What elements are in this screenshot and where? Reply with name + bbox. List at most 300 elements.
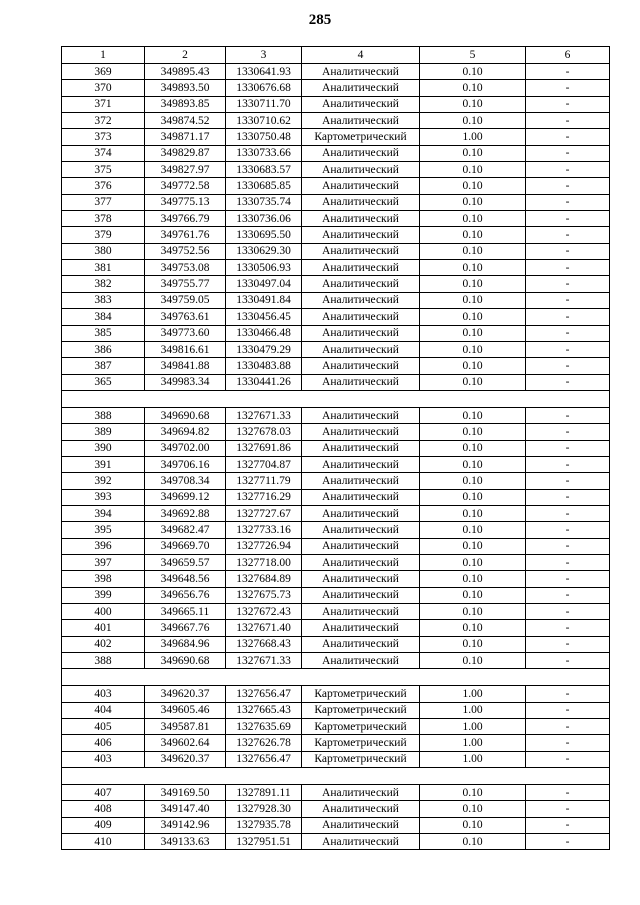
table-cell: Аналитический bbox=[302, 113, 420, 129]
table-cell: 399 bbox=[62, 587, 145, 603]
table-cell: 0.10 bbox=[420, 276, 526, 292]
coordinates-table bbox=[61, 46, 610, 850]
table-cell: 0.10 bbox=[420, 440, 526, 456]
table-row bbox=[62, 309, 610, 325]
table-row bbox=[62, 80, 610, 96]
table-cell: 349659.57 bbox=[145, 554, 226, 570]
table-cell: Аналитический bbox=[302, 587, 420, 603]
table-cell: 388 bbox=[62, 407, 145, 423]
table-cell: 0.10 bbox=[420, 227, 526, 243]
table-cell: - bbox=[526, 604, 610, 620]
table-cell: 0.10 bbox=[420, 587, 526, 603]
table-row bbox=[62, 325, 610, 341]
table-row bbox=[62, 243, 610, 259]
table-cell: 1330733.66 bbox=[226, 145, 302, 161]
table-cell: 349699.12 bbox=[145, 489, 226, 505]
table-cell: 0.10 bbox=[420, 604, 526, 620]
table-cell: 408 bbox=[62, 801, 145, 817]
table-cell: - bbox=[526, 80, 610, 96]
table-cell: 349665.11 bbox=[145, 604, 226, 620]
table-cell: 0.10 bbox=[420, 554, 526, 570]
table-cell: 0.10 bbox=[420, 817, 526, 833]
table-cell: Аналитический bbox=[302, 440, 420, 456]
table-cell: 349766.79 bbox=[145, 211, 226, 227]
table-cell: 1327691.86 bbox=[226, 440, 302, 456]
table-cell: 1330466.48 bbox=[226, 325, 302, 341]
table-cell: 1330441.26 bbox=[226, 374, 302, 390]
table-cell: 1327704.87 bbox=[226, 456, 302, 472]
table-cell: 1.00 bbox=[420, 702, 526, 718]
table-cell: Аналитический bbox=[302, 227, 420, 243]
table-cell: - bbox=[526, 636, 610, 652]
table-cell: - bbox=[526, 456, 610, 472]
table-row bbox=[62, 538, 610, 554]
table-cell: Аналитический bbox=[302, 801, 420, 817]
table-cell: Картометрический bbox=[302, 702, 420, 718]
table-cell: - bbox=[526, 358, 610, 374]
table-cell: - bbox=[526, 227, 610, 243]
table-cell: 381 bbox=[62, 260, 145, 276]
table-body bbox=[62, 64, 610, 850]
table-cell: 349829.87 bbox=[145, 145, 226, 161]
table-cell: Аналитический bbox=[302, 604, 420, 620]
table-cell: 1327671.33 bbox=[226, 407, 302, 423]
separator-row bbox=[62, 390, 610, 407]
table-cell: 1330483.88 bbox=[226, 358, 302, 374]
table-cell: 349169.50 bbox=[145, 785, 226, 801]
table-cell: 1327684.89 bbox=[226, 571, 302, 587]
table-cell: - bbox=[526, 522, 610, 538]
table-cell: 1330685.85 bbox=[226, 178, 302, 194]
table-row bbox=[62, 211, 610, 227]
table-cell: Аналитический bbox=[302, 489, 420, 505]
table-cell: Аналитический bbox=[302, 309, 420, 325]
table-cell: 349684.96 bbox=[145, 636, 226, 652]
table-row bbox=[62, 113, 610, 129]
table-cell: 396 bbox=[62, 538, 145, 554]
table-row bbox=[62, 374, 610, 390]
table-cell: - bbox=[526, 571, 610, 587]
table-row bbox=[62, 489, 610, 505]
table-cell: 0.10 bbox=[420, 325, 526, 341]
table-cell: 0.10 bbox=[420, 243, 526, 259]
table-row bbox=[62, 604, 610, 620]
table-cell: 382 bbox=[62, 276, 145, 292]
table-cell: 0.10 bbox=[420, 96, 526, 112]
table-cell: - bbox=[526, 554, 610, 570]
table-cell: 0.10 bbox=[420, 473, 526, 489]
table-row bbox=[62, 162, 610, 178]
table-cell: Аналитический bbox=[302, 522, 420, 538]
table-cell: 1327635.69 bbox=[226, 719, 302, 735]
table-cell: 393 bbox=[62, 489, 145, 505]
table-row bbox=[62, 260, 610, 276]
table-cell: Аналитический bbox=[302, 276, 420, 292]
table-cell: - bbox=[526, 162, 610, 178]
table-cell: 1330695.50 bbox=[226, 227, 302, 243]
table-row bbox=[62, 473, 610, 489]
table-cell: 349772.58 bbox=[145, 178, 226, 194]
table-row bbox=[62, 64, 610, 80]
table-row bbox=[62, 145, 610, 161]
table-cell: 349690.68 bbox=[145, 407, 226, 423]
table-cell: 1327668.43 bbox=[226, 636, 302, 652]
table-cell: 0.10 bbox=[420, 341, 526, 357]
table-cell: 349759.05 bbox=[145, 292, 226, 308]
table-cell: - bbox=[526, 653, 610, 669]
table-cell: 1330479.29 bbox=[226, 341, 302, 357]
table-cell: 379 bbox=[62, 227, 145, 243]
table-cell: 1330506.93 bbox=[226, 260, 302, 276]
table-row bbox=[62, 785, 610, 801]
table-cell: 1330641.93 bbox=[226, 64, 302, 80]
table-cell: - bbox=[526, 211, 610, 227]
table-row bbox=[62, 194, 610, 210]
table-cell: 349694.82 bbox=[145, 424, 226, 440]
table-cell: 1330683.57 bbox=[226, 162, 302, 178]
table-cell: - bbox=[526, 407, 610, 423]
table-cell: 369 bbox=[62, 64, 145, 80]
table-cell: 1327656.47 bbox=[226, 686, 302, 702]
table-cell: 0.10 bbox=[420, 374, 526, 390]
table-cell: 392 bbox=[62, 473, 145, 489]
table-cell: 349648.56 bbox=[145, 571, 226, 587]
table-cell: 1330676.68 bbox=[226, 80, 302, 96]
table-row bbox=[62, 424, 610, 440]
table-cell: 374 bbox=[62, 145, 145, 161]
table-cell: Аналитический bbox=[302, 292, 420, 308]
table-cell: - bbox=[526, 243, 610, 259]
table-cell: 1327733.16 bbox=[226, 522, 302, 538]
table-row bbox=[62, 751, 610, 767]
table-cell: 349874.52 bbox=[145, 113, 226, 129]
table-cell: - bbox=[526, 587, 610, 603]
table-cell: 0.10 bbox=[420, 522, 526, 538]
table-cell: 349816.61 bbox=[145, 341, 226, 357]
table-cell: 1330711.70 bbox=[226, 96, 302, 112]
table-cell: 349763.61 bbox=[145, 309, 226, 325]
table-cell: Аналитический bbox=[302, 817, 420, 833]
table-row bbox=[62, 620, 610, 636]
separator-cell bbox=[62, 390, 610, 407]
table-cell: Аналитический bbox=[302, 785, 420, 801]
table-cell: 404 bbox=[62, 702, 145, 718]
table-cell: 349605.46 bbox=[145, 702, 226, 718]
table-cell: 370 bbox=[62, 80, 145, 96]
table-cell: 1327678.03 bbox=[226, 424, 302, 440]
table-cell: 1327951.51 bbox=[226, 834, 302, 850]
table-cell: 349587.81 bbox=[145, 719, 226, 735]
table-cell: 0.10 bbox=[420, 636, 526, 652]
table-cell: 349147.40 bbox=[145, 801, 226, 817]
table-cell: 1327726.94 bbox=[226, 538, 302, 554]
table-row bbox=[62, 276, 610, 292]
table-cell: 1330497.04 bbox=[226, 276, 302, 292]
table-cell: 0.10 bbox=[420, 194, 526, 210]
table-cell: 349690.68 bbox=[145, 653, 226, 669]
table-cell: Аналитический bbox=[302, 64, 420, 80]
table-row bbox=[62, 735, 610, 751]
table-cell: Аналитический bbox=[302, 162, 420, 178]
table-cell: - bbox=[526, 702, 610, 718]
table-cell: 0.10 bbox=[420, 309, 526, 325]
table-cell: Аналитический bbox=[302, 358, 420, 374]
table-row bbox=[62, 456, 610, 472]
table-row bbox=[62, 817, 610, 833]
header-cell: 3 bbox=[226, 47, 302, 64]
table-cell: - bbox=[526, 686, 610, 702]
table-row bbox=[62, 440, 610, 456]
table-cell: 383 bbox=[62, 292, 145, 308]
table-cell: 1327935.78 bbox=[226, 817, 302, 833]
separator-cell bbox=[62, 768, 610, 785]
table-cell: Аналитический bbox=[302, 620, 420, 636]
table-cell: 0.10 bbox=[420, 162, 526, 178]
table-cell: 1330629.30 bbox=[226, 243, 302, 259]
table-cell: Аналитический bbox=[302, 260, 420, 276]
table-cell: Аналитический bbox=[302, 636, 420, 652]
table-cell: 349773.60 bbox=[145, 325, 226, 341]
table-cell: 1330710.62 bbox=[226, 113, 302, 129]
table-cell: - bbox=[526, 276, 610, 292]
table-cell: 1327671.33 bbox=[226, 653, 302, 669]
table-cell: 1330456.45 bbox=[226, 309, 302, 325]
table-cell: Аналитический bbox=[302, 473, 420, 489]
table-cell: 1.00 bbox=[420, 719, 526, 735]
table-cell: 0.10 bbox=[420, 538, 526, 554]
table-cell: 403 bbox=[62, 751, 145, 767]
table-cell: 349692.88 bbox=[145, 505, 226, 521]
table-cell: Картометрический bbox=[302, 686, 420, 702]
table-cell: 349656.76 bbox=[145, 587, 226, 603]
table-cell: 378 bbox=[62, 211, 145, 227]
table-cell: 349753.08 bbox=[145, 260, 226, 276]
table-cell: - bbox=[526, 834, 610, 850]
table-row bbox=[62, 702, 610, 718]
table-cell: 380 bbox=[62, 243, 145, 259]
table-row bbox=[62, 554, 610, 570]
table-cell: Аналитический bbox=[302, 834, 420, 850]
table-cell: 400 bbox=[62, 604, 145, 620]
table-cell: Аналитический bbox=[302, 145, 420, 161]
table-cell: 409 bbox=[62, 817, 145, 833]
table-cell: 349893.50 bbox=[145, 80, 226, 96]
table-cell: Аналитический bbox=[302, 178, 420, 194]
table-cell: 0.10 bbox=[420, 653, 526, 669]
table-cell: Аналитический bbox=[302, 538, 420, 554]
table-cell: 1327718.00 bbox=[226, 554, 302, 570]
table-cell: 349761.76 bbox=[145, 227, 226, 243]
table-row bbox=[62, 227, 610, 243]
table-cell: 0.10 bbox=[420, 145, 526, 161]
table-cell: 0.10 bbox=[420, 64, 526, 80]
table-cell: - bbox=[526, 735, 610, 751]
table-cell: - bbox=[526, 260, 610, 276]
table-cell: - bbox=[526, 178, 610, 194]
table-cell: - bbox=[526, 505, 610, 521]
table-cell: 349702.00 bbox=[145, 440, 226, 456]
table-cell: 0.10 bbox=[420, 211, 526, 227]
table-cell: Аналитический bbox=[302, 554, 420, 570]
table-cell: 406 bbox=[62, 735, 145, 751]
table-row bbox=[62, 801, 610, 817]
table-cell: Картометрический bbox=[302, 735, 420, 751]
table-cell: Аналитический bbox=[302, 211, 420, 227]
table-cell: 0.10 bbox=[420, 785, 526, 801]
table-cell: 349755.77 bbox=[145, 276, 226, 292]
table-cell: 398 bbox=[62, 571, 145, 587]
table-cell: 397 bbox=[62, 554, 145, 570]
table-cell: 365 bbox=[62, 374, 145, 390]
table-cell: Картометрический bbox=[302, 751, 420, 767]
header-cell: 2 bbox=[145, 47, 226, 64]
table-row bbox=[62, 686, 610, 702]
table-cell: - bbox=[526, 489, 610, 505]
header-cell: 5 bbox=[420, 47, 526, 64]
table-cell: 1.00 bbox=[420, 735, 526, 751]
table-cell: 0.10 bbox=[420, 571, 526, 587]
table-cell: - bbox=[526, 440, 610, 456]
table-cell: 1327671.40 bbox=[226, 620, 302, 636]
table-cell: 1327626.78 bbox=[226, 735, 302, 751]
separator-row bbox=[62, 669, 610, 686]
table-cell: Аналитический bbox=[302, 424, 420, 440]
table-cell: - bbox=[526, 64, 610, 80]
header-row bbox=[62, 47, 610, 64]
table-cell: 0.10 bbox=[420, 620, 526, 636]
table-cell: Аналитический bbox=[302, 505, 420, 521]
table-cell: 1327656.47 bbox=[226, 751, 302, 767]
table-row bbox=[62, 505, 610, 521]
table-cell: 376 bbox=[62, 178, 145, 194]
table-cell: - bbox=[526, 113, 610, 129]
table-cell: Аналитический bbox=[302, 407, 420, 423]
table-row bbox=[62, 292, 610, 308]
table-cell: 349620.37 bbox=[145, 686, 226, 702]
table-cell: 1327716.29 bbox=[226, 489, 302, 505]
table-cell: Аналитический bbox=[302, 96, 420, 112]
table-cell: 349827.97 bbox=[145, 162, 226, 178]
table-cell: 349682.47 bbox=[145, 522, 226, 538]
table-cell: Картометрический bbox=[302, 719, 420, 735]
table-cell: - bbox=[526, 620, 610, 636]
table-cell: - bbox=[526, 817, 610, 833]
page-number: 285 bbox=[308, 12, 332, 28]
table-cell: Аналитический bbox=[302, 341, 420, 357]
table-row bbox=[62, 358, 610, 374]
table-cell: 1327672.43 bbox=[226, 604, 302, 620]
table-cell: 388 bbox=[62, 653, 145, 669]
table-cell: 0.10 bbox=[420, 178, 526, 194]
table-cell: 0.10 bbox=[420, 801, 526, 817]
table-row bbox=[62, 636, 610, 652]
table-cell: 349706.16 bbox=[145, 456, 226, 472]
table-cell: 1.00 bbox=[420, 686, 526, 702]
table-row bbox=[62, 719, 610, 735]
header-cell: 4 bbox=[302, 47, 420, 64]
table-cell: - bbox=[526, 341, 610, 357]
table-cell: - bbox=[526, 325, 610, 341]
table-row bbox=[62, 834, 610, 850]
table-row bbox=[62, 341, 610, 357]
table-cell: 390 bbox=[62, 440, 145, 456]
table-cell: Аналитический bbox=[302, 571, 420, 587]
table-cell: 0.10 bbox=[420, 424, 526, 440]
table-cell: 0.10 bbox=[420, 292, 526, 308]
table-cell: 1327665.43 bbox=[226, 702, 302, 718]
table-cell: 405 bbox=[62, 719, 145, 735]
table-cell: Аналитический bbox=[302, 243, 420, 259]
separator-row bbox=[62, 768, 610, 785]
table-cell: 386 bbox=[62, 341, 145, 357]
table-cell: 349620.37 bbox=[145, 751, 226, 767]
table-cell: Аналитический bbox=[302, 194, 420, 210]
table-cell: - bbox=[526, 538, 610, 554]
table-cell: - bbox=[526, 473, 610, 489]
table-cell: - bbox=[526, 785, 610, 801]
table-cell: 389 bbox=[62, 424, 145, 440]
table-cell: 1327727.67 bbox=[226, 505, 302, 521]
table-cell: 1327928.30 bbox=[226, 801, 302, 817]
table-cell: - bbox=[526, 129, 610, 145]
table-cell: Аналитический bbox=[302, 456, 420, 472]
table-cell: 0.10 bbox=[420, 834, 526, 850]
table-cell: 349871.17 bbox=[145, 129, 226, 145]
table-row bbox=[62, 587, 610, 603]
table-cell: 402 bbox=[62, 636, 145, 652]
table-cell: 0.10 bbox=[420, 456, 526, 472]
table-cell: 385 bbox=[62, 325, 145, 341]
table-cell: 387 bbox=[62, 358, 145, 374]
header-cell: 6 bbox=[526, 47, 610, 64]
table-cell: 1330735.74 bbox=[226, 194, 302, 210]
table-cell: 0.10 bbox=[420, 113, 526, 129]
table-cell: 407 bbox=[62, 785, 145, 801]
table-cell: Аналитический bbox=[302, 80, 420, 96]
table-cell: 1330491.84 bbox=[226, 292, 302, 308]
table-cell: - bbox=[526, 751, 610, 767]
table-cell: 349133.63 bbox=[145, 834, 226, 850]
table-cell: 349142.96 bbox=[145, 817, 226, 833]
table-cell: 349895.43 bbox=[145, 64, 226, 80]
table-cell: - bbox=[526, 194, 610, 210]
table-cell: Аналитический bbox=[302, 374, 420, 390]
table-cell: 0.10 bbox=[420, 505, 526, 521]
table-cell: 0.10 bbox=[420, 260, 526, 276]
table-cell: 394 bbox=[62, 505, 145, 521]
table-cell: 403 bbox=[62, 686, 145, 702]
table-cell: 1.00 bbox=[420, 751, 526, 767]
table-cell: 384 bbox=[62, 309, 145, 325]
table-cell: - bbox=[526, 309, 610, 325]
table-row bbox=[62, 96, 610, 112]
table-cell: - bbox=[526, 374, 610, 390]
table-cell: Аналитический bbox=[302, 653, 420, 669]
table-cell: 1327711.79 bbox=[226, 473, 302, 489]
table-cell: - bbox=[526, 145, 610, 161]
table-cell: 373 bbox=[62, 129, 145, 145]
table-cell: 372 bbox=[62, 113, 145, 129]
table-cell: 349602.64 bbox=[145, 735, 226, 751]
table-cell: 371 bbox=[62, 96, 145, 112]
table-cell: 377 bbox=[62, 194, 145, 210]
header-cell: 1 bbox=[62, 47, 145, 64]
table-row bbox=[62, 522, 610, 538]
table-cell: - bbox=[526, 801, 610, 817]
table-cell: 375 bbox=[62, 162, 145, 178]
table-row bbox=[62, 653, 610, 669]
table-row bbox=[62, 571, 610, 587]
